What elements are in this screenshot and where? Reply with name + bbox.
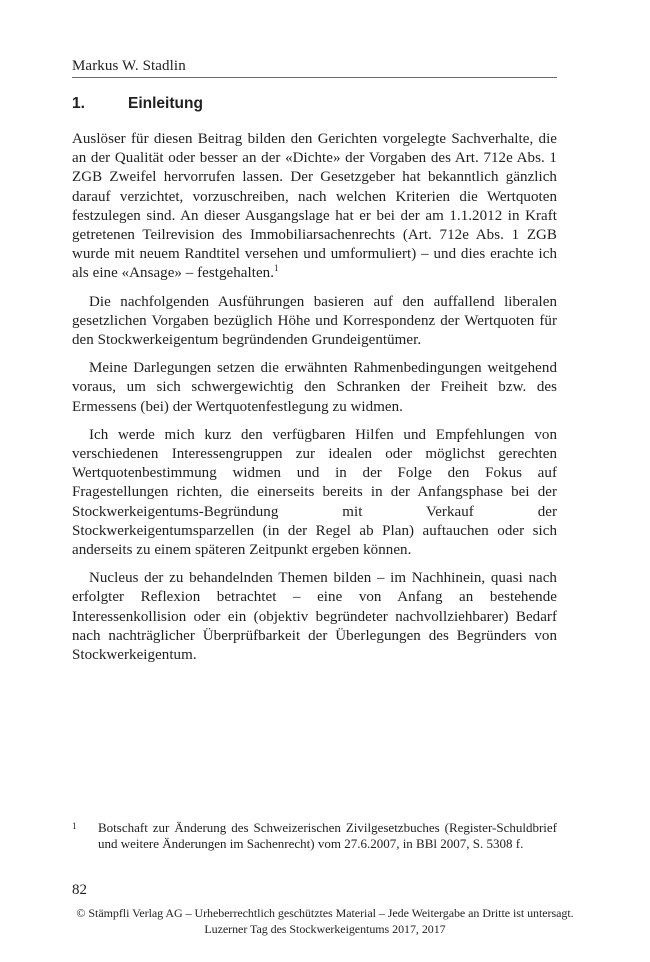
page-number: 82	[72, 882, 87, 898]
publication-line: Luzerner Tag des Stockwerkeigentums 2017, 2017	[204, 921, 446, 936]
paragraph: Die nachfolgenden Ausführungen basieren auf den auffallend liberalen gesetzlichen Vorgaben bezüglich Höhe und Korrespondenz der Wertquoten für den Stockwerkeigentum begründenden Grundeigentümer.	[72, 293, 557, 349]
footnote-number: 1	[72, 821, 77, 831]
paragraph-text: Auslöser für diesen Beitrag bilden den Gerichten vorgelegte Sachverhalte, die an der Qualität oder besser an der «Dichte» der Vorgaben des Art. 712e Abs. 1 ZGB Zweifel hervorrufen lassen. Der Gesetzgeber hat bekanntlich gänzlich darauf verzichtet, vorzuschreiben, nach welchen Kriterien die Wertquoten festzulegen sind. An dieser Ausgangslage hat er bei der am 1.1.2012 in Kraft getretenen Teilrevision des Immobiliarsachenrechts (Art. 712e Abs. 1 ZGB wurde mit neuem Randtitel versehen und umformuliert) – und dies erachte ich als eine «Ansage» – festgehalten.	[72, 131, 557, 282]
footnote	[72, 820, 557, 853]
paragraph: Nucleus der zu behandelnden Themen bilden – im Nachhinein, quasi nach erfolgter Reflexion betrachtet – eine von Anfang an bestehende Interessenkollision oder ein (objektiv begründeter nachvollziehbarer) Bedarf nach nachträglicher Überprüfbarkeit der Überlegungen des Begründers von Stockwerkeigentum.	[72, 570, 557, 664]
section-number: 1.	[72, 95, 85, 112]
copyright-line: © Stämpfli Verlag AG – Urheberrechtlich geschütztes Material – Jede Weitergabe an Dritte ist untersagt.	[76, 906, 574, 920]
body-text	[72, 130, 557, 674]
header-rule	[72, 77, 557, 78]
paragraph: Ich werde mich kurz den verfügbaren Hilfen und Empfehlungen von verschiedenen Interessengruppen zur idealen oder möglichst gerechten Wertquotenbestimmung widmen und in der Folge den Fokus auf Fragestellungen richten, die einerseits bereits in der Anfangsphase bei der Stockwerkeigentums-Begründung mit Verkauf der Stockwerkeigentumsparzellen (in der Regel ab Plan) auftauchen oder sich anderseits zu einem späteren Zeitpunkt ergeben können.	[72, 426, 557, 559]
footnote-text: Botschaft zur Änderung des Schweizerischen Zivilgesetzbuches (Register-Schuldbrief und weitere Änderungen im Sachenrecht) vom 27.6.2007, in BBl 2007, S. 5308 f.	[98, 820, 557, 852]
section-title: Einleitung	[128, 95, 203, 112]
paragraph	[72, 130, 557, 284]
running-head-author: Markus W. Stadlin	[72, 58, 186, 74]
section-heading	[72, 94, 203, 114]
footnote-reference: 1	[274, 263, 279, 274]
paragraph: Meine Darlegungen setzen die erwähnten Rahmenbedingungen weitgehend voraus, um sich schwergewichtig den Schranken der Freiheit bzw. des Ermessens (bei) der Wertquotenfestlegung zu widmen.	[72, 360, 557, 415]
copyright-notice	[0, 906, 650, 937]
